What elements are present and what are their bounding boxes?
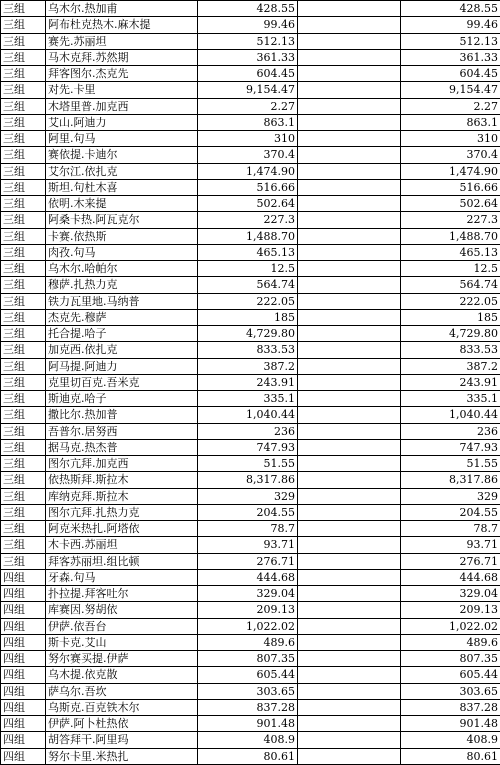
- group-cell[interactable]: 三组: [1, 163, 46, 179]
- blank-cell[interactable]: [298, 423, 401, 439]
- table-row: [1, 179, 500, 195]
- amount-cell[interactable]: 370.4: [198, 147, 298, 163]
- group-cell[interactable]: 三组: [1, 179, 46, 195]
- table-row: [1, 309, 500, 325]
- amount-cell[interactable]: 444.68: [198, 569, 298, 585]
- group-cell[interactable]: 三组: [1, 66, 46, 82]
- blank-cell[interactable]: [298, 634, 401, 650]
- amount-cell[interactable]: 222.05: [198, 293, 298, 309]
- total-cell[interactable]: 605.44: [401, 667, 500, 683]
- name-cell[interactable]: 萨乌尔.吾坎: [46, 683, 198, 699]
- name-cell[interactable]: 库赛因.努胡依: [46, 602, 198, 618]
- table-row: [1, 748, 500, 764]
- table-row: [1, 456, 500, 472]
- total-cell[interactable]: 236: [401, 423, 500, 439]
- amount-cell[interactable]: 99.46: [198, 17, 298, 33]
- table-body: [1, 1, 500, 765]
- group-cell[interactable]: 三组: [1, 261, 46, 277]
- group-cell[interactable]: 三组: [1, 342, 46, 358]
- table-row: [1, 586, 500, 602]
- table-row: [1, 618, 500, 634]
- total-cell[interactable]: 204.55: [401, 504, 500, 520]
- group-cell[interactable]: 四组: [1, 651, 46, 667]
- group-cell[interactable]: 四组: [1, 569, 46, 585]
- table-row: [1, 472, 500, 488]
- table-row: [1, 212, 500, 228]
- name-cell[interactable]: 图尔亢拜.扎热力克: [46, 504, 198, 520]
- table-row: [1, 326, 500, 342]
- total-cell[interactable]: 387.2: [401, 358, 500, 374]
- table-row: [1, 488, 500, 504]
- name-cell[interactable]: 托合提.哈子: [46, 326, 198, 342]
- group-cell[interactable]: 三组: [1, 147, 46, 163]
- name-cell[interactable]: 木卡西.苏丽坦: [46, 537, 198, 553]
- group-cell[interactable]: 三组: [1, 537, 46, 553]
- amount-cell[interactable]: 93.71: [198, 537, 298, 553]
- table-row: [1, 651, 500, 667]
- blank-cell[interactable]: [298, 488, 401, 504]
- amount-cell[interactable]: 329.04: [198, 586, 298, 602]
- amount-cell[interactable]: 329: [198, 488, 298, 504]
- name-cell[interactable]: 依热斯拜.斯拉木: [46, 472, 198, 488]
- amount-cell[interactable]: 78.7: [198, 521, 298, 537]
- table-row: [1, 537, 500, 553]
- name-cell[interactable]: 斯卡克.艾山: [46, 634, 198, 650]
- name-cell[interactable]: 阿克米热扎.阿塔依: [46, 521, 198, 537]
- blank-cell[interactable]: [298, 309, 401, 325]
- group-cell[interactable]: 三组: [1, 196, 46, 212]
- group-cell[interactable]: 四组: [1, 586, 46, 602]
- name-cell[interactable]: 乌木提.依克散: [46, 667, 198, 683]
- total-cell[interactable]: 370.4: [401, 147, 500, 163]
- total-cell[interactable]: 243.91: [401, 374, 500, 390]
- table-row: [1, 244, 500, 260]
- group-cell[interactable]: 四组: [1, 667, 46, 683]
- table-row: [1, 391, 500, 407]
- name-cell[interactable]: 拜客图尔.杰克先: [46, 66, 198, 82]
- group-cell[interactable]: 三组: [1, 17, 46, 33]
- total-cell[interactable]: 51.55: [401, 456, 500, 472]
- blank-cell[interactable]: [298, 114, 401, 130]
- group-cell[interactable]: 三组: [1, 504, 46, 520]
- group-cell[interactable]: 三组: [1, 374, 46, 390]
- amount-cell[interactable]: 863.1: [198, 114, 298, 130]
- name-cell[interactable]: 艾尔江.依扎克: [46, 163, 198, 179]
- total-cell[interactable]: 227.3: [401, 212, 500, 228]
- total-cell[interactable]: 901.48: [401, 716, 500, 732]
- table-row: [1, 569, 500, 585]
- name-cell[interactable]: 吾普尔.居努西: [46, 423, 198, 439]
- amount-cell[interactable]: 12.5: [198, 261, 298, 277]
- table-row: [1, 82, 500, 98]
- group-cell[interactable]: 三组: [1, 553, 46, 569]
- name-cell[interactable]: 铁力瓦里地.马纳普: [46, 293, 198, 309]
- blank-cell[interactable]: [298, 66, 401, 82]
- name-cell[interactable]: 马木克拜.苏然期: [46, 49, 198, 65]
- amount-cell[interactable]: 605.44: [198, 667, 298, 683]
- total-cell[interactable]: 329: [401, 488, 500, 504]
- amount-cell[interactable]: 833.53: [198, 342, 298, 358]
- blank-cell[interactable]: [298, 131, 401, 147]
- group-cell[interactable]: 三组: [1, 326, 46, 342]
- name-cell[interactable]: 乌木尔.哈帕尔: [46, 261, 198, 277]
- blank-cell[interactable]: [298, 163, 401, 179]
- blank-cell[interactable]: [298, 82, 401, 98]
- group-cell[interactable]: 三组: [1, 228, 46, 244]
- amount-cell[interactable]: 310: [198, 131, 298, 147]
- name-cell[interactable]: 阿布杜克热木.麻木提: [46, 17, 198, 33]
- total-cell[interactable]: 1,474.90: [401, 163, 500, 179]
- blank-cell[interactable]: [298, 586, 401, 602]
- amount-cell[interactable]: 2.27: [198, 98, 298, 114]
- blank-cell[interactable]: [298, 602, 401, 618]
- amount-cell[interactable]: 4,729.80: [198, 326, 298, 342]
- blank-cell[interactable]: [298, 179, 401, 195]
- group-cell[interactable]: 三组: [1, 488, 46, 504]
- name-cell[interactable]: 克里切百克.吾米克: [46, 374, 198, 390]
- table-row: [1, 196, 500, 212]
- total-cell[interactable]: 807.35: [401, 651, 500, 667]
- group-cell[interactable]: 三组: [1, 472, 46, 488]
- group-cell[interactable]: 三组: [1, 1, 46, 17]
- name-cell[interactable]: 撒比尔.热加普: [46, 407, 198, 423]
- amount-cell[interactable]: 8,317.86: [198, 472, 298, 488]
- amount-cell[interactable]: 227.3: [198, 212, 298, 228]
- name-cell[interactable]: 胡答拜干.阿里玛: [46, 732, 198, 748]
- name-cell[interactable]: 斯迪克.哈子: [46, 391, 198, 407]
- blank-cell[interactable]: [298, 472, 401, 488]
- amount-cell[interactable]: 236: [198, 423, 298, 439]
- amount-cell[interactable]: 564.74: [198, 277, 298, 293]
- group-cell[interactable]: 三组: [1, 131, 46, 147]
- table-row: [1, 33, 500, 49]
- amount-cell[interactable]: 387.2: [198, 358, 298, 374]
- name-cell[interactable]: 卡赛.依热斯: [46, 228, 198, 244]
- table-row: [1, 49, 500, 65]
- total-cell[interactable]: 209.13: [401, 602, 500, 618]
- name-cell[interactable]: 加克西.依扎克: [46, 342, 198, 358]
- blank-cell[interactable]: [298, 651, 401, 667]
- blank-cell[interactable]: [298, 618, 401, 634]
- group-cell[interactable]: 四组: [1, 699, 46, 715]
- total-cell[interactable]: 310: [401, 131, 500, 147]
- blank-cell[interactable]: [298, 407, 401, 423]
- amount-cell[interactable]: 901.48: [198, 716, 298, 732]
- blank-cell[interactable]: [298, 228, 401, 244]
- table-row: [1, 553, 500, 569]
- name-cell[interactable]: 库纳克拜.斯拉木: [46, 488, 198, 504]
- name-cell[interactable]: 阿马提.阿迪力: [46, 358, 198, 374]
- amount-cell[interactable]: 1,474.90: [198, 163, 298, 179]
- table-row: [1, 17, 500, 33]
- amount-cell[interactable]: 837.28: [198, 699, 298, 715]
- name-cell[interactable]: 肉孜.句马: [46, 244, 198, 260]
- group-cell[interactable]: 三组: [1, 456, 46, 472]
- blank-cell[interactable]: [298, 667, 401, 683]
- table-row: [1, 293, 500, 309]
- total-cell[interactable]: 276.71: [401, 553, 500, 569]
- amount-cell[interactable]: 303.65: [198, 683, 298, 699]
- table-row: [1, 667, 500, 683]
- amount-cell[interactable]: 9,154.47: [198, 82, 298, 98]
- name-cell[interactable]: 乌斯克.百克铁木尔: [46, 699, 198, 715]
- table-row: [1, 683, 500, 699]
- total-cell[interactable]: 833.53: [401, 342, 500, 358]
- table-row: [1, 147, 500, 163]
- name-cell[interactable]: 伊萨.依吾台: [46, 618, 198, 634]
- group-cell[interactable]: 三组: [1, 244, 46, 260]
- name-cell[interactable]: 穆萨.扎热力克: [46, 277, 198, 293]
- blank-cell[interactable]: [298, 358, 401, 374]
- total-cell[interactable]: 185: [401, 309, 500, 325]
- group-cell[interactable]: 四组: [1, 748, 46, 764]
- blank-cell[interactable]: [298, 504, 401, 520]
- table-row: [1, 98, 500, 114]
- blank-cell[interactable]: [298, 716, 401, 732]
- group-cell[interactable]: 三组: [1, 391, 46, 407]
- blank-cell[interactable]: [298, 748, 401, 764]
- group-cell[interactable]: 四组: [1, 618, 46, 634]
- amount-cell[interactable]: 276.71: [198, 553, 298, 569]
- table-row: [1, 521, 500, 537]
- amount-cell[interactable]: 465.13: [198, 244, 298, 260]
- table-row: [1, 716, 500, 732]
- name-cell[interactable]: 杰克先.穆萨: [46, 309, 198, 325]
- blank-cell[interactable]: [298, 683, 401, 699]
- total-cell[interactable]: 604.45: [401, 66, 500, 82]
- blank-cell[interactable]: [298, 293, 401, 309]
- blank-cell[interactable]: [298, 98, 401, 114]
- blank-cell[interactable]: [298, 569, 401, 585]
- table-row: [1, 358, 500, 374]
- group-cell[interactable]: 三组: [1, 114, 46, 130]
- group-cell[interactable]: 三组: [1, 358, 46, 374]
- total-cell[interactable]: 78.7: [401, 521, 500, 537]
- name-cell[interactable]: 图尔亢拜.加克西: [46, 456, 198, 472]
- blank-cell[interactable]: [298, 33, 401, 49]
- name-cell[interactable]: 牙森.句马: [46, 569, 198, 585]
- table-row: [1, 374, 500, 390]
- total-cell[interactable]: 1,022.02: [401, 618, 500, 634]
- name-cell[interactable]: 木塔里普.加克西: [46, 98, 198, 114]
- table-row: [1, 66, 500, 82]
- total-cell[interactable]: 8,317.86: [401, 472, 500, 488]
- name-cell[interactable]: 阿桑卡热.阿瓦克尔: [46, 212, 198, 228]
- amount-cell[interactable]: 489.6: [198, 634, 298, 650]
- total-cell[interactable]: 489.6: [401, 634, 500, 650]
- blank-cell[interactable]: [298, 244, 401, 260]
- amount-cell[interactable]: 1,488.70: [198, 228, 298, 244]
- group-cell[interactable]: 四组: [1, 634, 46, 650]
- total-cell[interactable]: 329.04: [401, 586, 500, 602]
- amount-cell[interactable]: 185: [198, 309, 298, 325]
- amount-cell[interactable]: 604.45: [198, 66, 298, 82]
- amount-cell[interactable]: 428.55: [198, 1, 298, 17]
- amount-cell[interactable]: 80.61: [198, 748, 298, 764]
- table-row: [1, 699, 500, 715]
- group-cell[interactable]: 三组: [1, 33, 46, 49]
- table-row: [1, 261, 500, 277]
- blank-cell[interactable]: [298, 261, 401, 277]
- amount-cell[interactable]: 243.91: [198, 374, 298, 390]
- group-cell[interactable]: 三组: [1, 212, 46, 228]
- total-cell[interactable]: 2.27: [401, 98, 500, 114]
- table-row: [1, 277, 500, 293]
- total-cell[interactable]: 1,488.70: [401, 228, 500, 244]
- table-row: [1, 732, 500, 748]
- blank-cell[interactable]: [298, 1, 401, 17]
- amount-cell[interactable]: 408.9: [198, 732, 298, 748]
- blank-cell[interactable]: [298, 553, 401, 569]
- total-cell[interactable]: 4,729.80: [401, 326, 500, 342]
- table-row: [1, 634, 500, 650]
- blank-cell[interactable]: [298, 732, 401, 748]
- table-row: [1, 114, 500, 130]
- total-cell[interactable]: 837.28: [401, 699, 500, 715]
- total-cell[interactable]: 465.13: [401, 244, 500, 260]
- amount-cell[interactable]: 51.55: [198, 456, 298, 472]
- table-row: [1, 602, 500, 618]
- table-row: [1, 439, 500, 455]
- blank-cell[interactable]: [298, 391, 401, 407]
- table-row: [1, 131, 500, 147]
- total-cell[interactable]: 93.71: [401, 537, 500, 553]
- group-cell[interactable]: 三组: [1, 309, 46, 325]
- blank-cell[interactable]: [298, 326, 401, 342]
- blank-cell[interactable]: [298, 212, 401, 228]
- amount-cell[interactable]: 209.13: [198, 602, 298, 618]
- group-cell[interactable]: 三组: [1, 293, 46, 309]
- blank-cell[interactable]: [298, 537, 401, 553]
- name-cell[interactable]: 依明.木来提: [46, 196, 198, 212]
- amount-cell[interactable]: 1,040.44: [198, 407, 298, 423]
- table-row: [1, 342, 500, 358]
- table-row: [1, 407, 500, 423]
- name-cell[interactable]: 阿里.句马: [46, 131, 198, 147]
- total-cell[interactable]: 335.1: [401, 391, 500, 407]
- total-cell[interactable]: 516.66: [401, 179, 500, 195]
- amount-cell[interactable]: 204.55: [198, 504, 298, 520]
- blank-cell[interactable]: [298, 699, 401, 715]
- blank-cell[interactable]: [298, 17, 401, 33]
- amount-cell[interactable]: 516.66: [198, 179, 298, 195]
- name-cell[interactable]: 赛先.苏丽坦: [46, 33, 198, 49]
- table-row: [1, 163, 500, 179]
- name-cell[interactable]: 赛依提.卡迪尔: [46, 147, 198, 163]
- total-cell[interactable]: 863.1: [401, 114, 500, 130]
- group-cell[interactable]: 三组: [1, 49, 46, 65]
- total-cell[interactable]: 222.05: [401, 293, 500, 309]
- group-cell[interactable]: 三组: [1, 423, 46, 439]
- total-cell[interactable]: 303.65: [401, 683, 500, 699]
- group-cell[interactable]: 四组: [1, 683, 46, 699]
- name-cell[interactable]: 对先.卡里: [46, 82, 198, 98]
- name-cell[interactable]: 拜客苏丽坦.组比顿: [46, 553, 198, 569]
- total-cell[interactable]: 9,154.47: [401, 82, 500, 98]
- total-cell[interactable]: 361.33: [401, 49, 500, 65]
- name-cell[interactable]: 扑拉提.拜客吐尔: [46, 586, 198, 602]
- total-cell[interactable]: 444.68: [401, 569, 500, 585]
- total-cell[interactable]: 512.13: [401, 33, 500, 49]
- amount-cell[interactable]: 335.1: [198, 391, 298, 407]
- total-cell[interactable]: 12.5: [401, 261, 500, 277]
- name-cell[interactable]: 据马克.热杰普: [46, 439, 198, 455]
- blank-cell[interactable]: [298, 147, 401, 163]
- name-cell[interactable]: 努尔赛买提.伊萨: [46, 651, 198, 667]
- blank-cell[interactable]: [298, 49, 401, 65]
- blank-cell[interactable]: [298, 521, 401, 537]
- amount-cell[interactable]: 747.93: [198, 439, 298, 455]
- group-cell[interactable]: 三组: [1, 82, 46, 98]
- amount-cell[interactable]: 502.64: [198, 196, 298, 212]
- group-cell[interactable]: 三组: [1, 439, 46, 455]
- blank-cell[interactable]: [298, 374, 401, 390]
- table-row: [1, 504, 500, 520]
- group-cell[interactable]: 三组: [1, 407, 46, 423]
- blank-cell[interactable]: [298, 439, 401, 455]
- table-row: [1, 1, 500, 17]
- total-cell[interactable]: 80.61: [401, 748, 500, 764]
- group-cell[interactable]: 四组: [1, 716, 46, 732]
- name-cell[interactable]: 乌木尔.热加甫: [46, 1, 198, 17]
- name-cell[interactable]: 努尔卡里.米热扎: [46, 748, 198, 764]
- group-cell[interactable]: 四组: [1, 732, 46, 748]
- total-cell[interactable]: 502.64: [401, 196, 500, 212]
- group-cell[interactable]: 三组: [1, 98, 46, 114]
- total-cell[interactable]: 564.74: [401, 277, 500, 293]
- total-cell[interactable]: 747.93: [401, 439, 500, 455]
- total-cell[interactable]: 408.9: [401, 732, 500, 748]
- group-cell[interactable]: 三组: [1, 277, 46, 293]
- amount-cell[interactable]: 1,022.02: [198, 618, 298, 634]
- table-row: [1, 423, 500, 439]
- group-cell[interactable]: 四组: [1, 602, 46, 618]
- total-cell[interactable]: 1,040.44: [401, 407, 500, 423]
- blank-cell[interactable]: [298, 277, 401, 293]
- total-cell[interactable]: 99.46: [401, 17, 500, 33]
- blank-cell[interactable]: [298, 342, 401, 358]
- total-cell[interactable]: 428.55: [401, 1, 500, 17]
- blank-cell[interactable]: [298, 196, 401, 212]
- name-cell[interactable]: 艾山.阿迪力: [46, 114, 198, 130]
- amount-cell[interactable]: 807.35: [198, 651, 298, 667]
- name-cell[interactable]: 伊萨.阿卜杜热依: [46, 716, 198, 732]
- group-cell[interactable]: 三组: [1, 521, 46, 537]
- amount-cell[interactable]: 361.33: [198, 49, 298, 65]
- amount-cell[interactable]: 512.13: [198, 33, 298, 49]
- name-cell[interactable]: 斯坦.句杜木喜: [46, 179, 198, 195]
- table-row: [1, 228, 500, 244]
- blank-cell[interactable]: [298, 456, 401, 472]
